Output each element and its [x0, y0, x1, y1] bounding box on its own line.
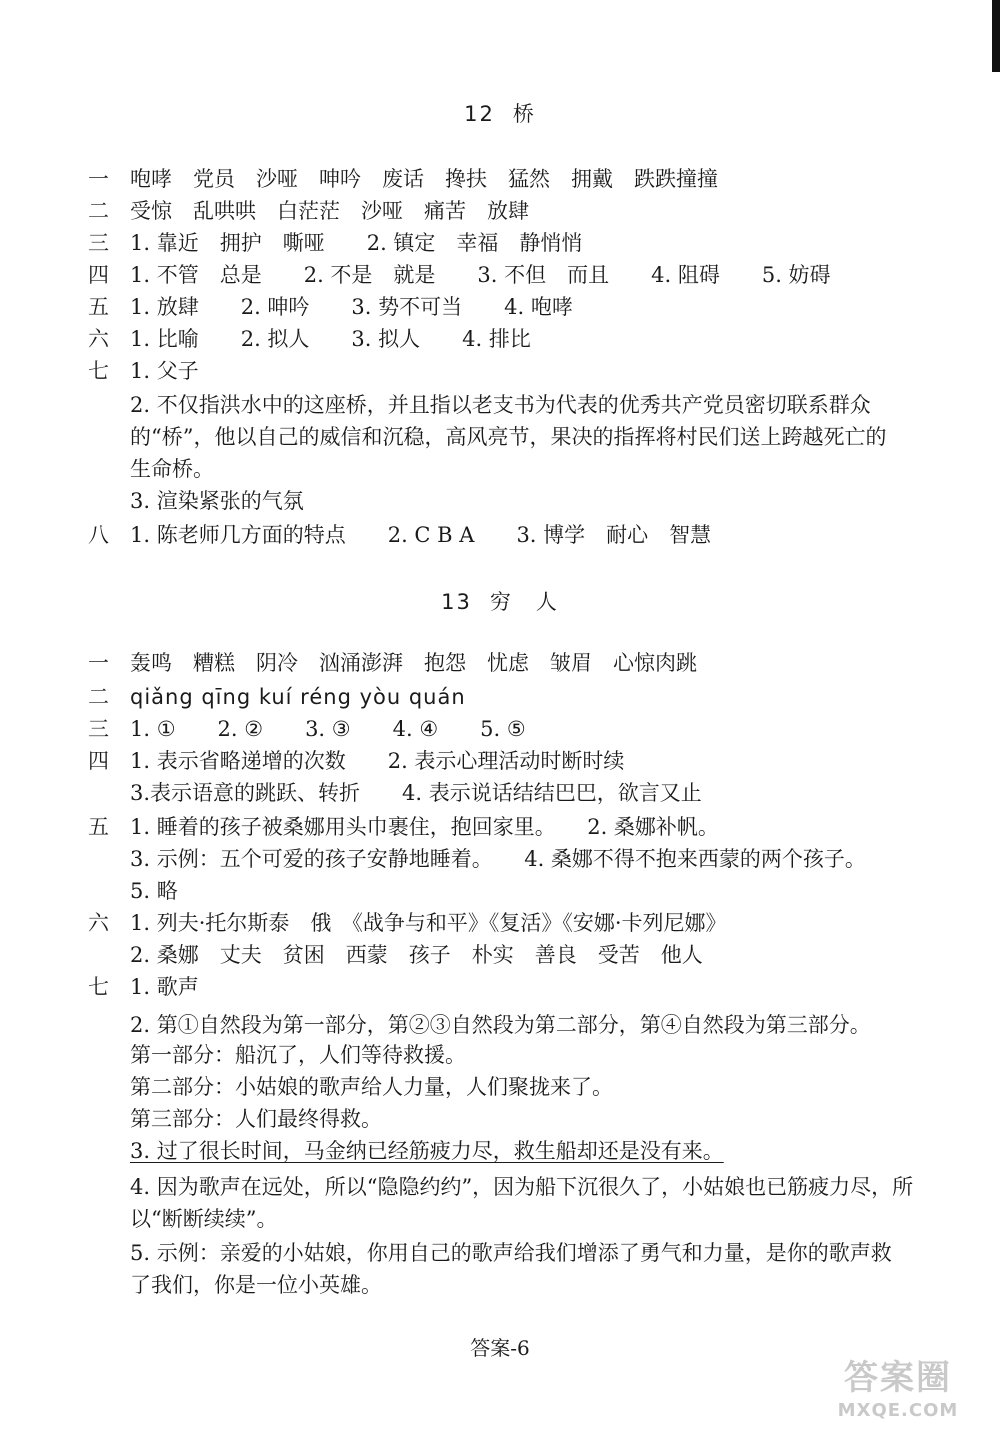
answer-continuation: 2. 桑娜 丈夫 贫困 西蒙 孩子 朴实 善良 受苦 他人 — [130, 943, 703, 967]
watermark-text: 答案圈 — [844, 1358, 952, 1398]
section-number: 12 — [464, 102, 495, 126]
answer-continuation: 5. 略 — [130, 879, 178, 903]
section-number: 13 — [441, 590, 472, 614]
answer-line: 二 受惊 乱哄哄 白茫茫 沙哑 痛苦 放肆 — [88, 199, 529, 223]
section-title-text: 穷 人 — [489, 590, 559, 614]
answer-line: 五 1. 放肆 2. 呻吟 3. 势不可当 4. 咆哮 — [88, 295, 573, 319]
answer-continuation: 2. 第①自然段为第一部分，第②③自然段为第二部分，第④自然段为第三部分。 — [130, 1013, 871, 1037]
answer-line: 四 1. 不管 总是 2. 不是 就是 3. 不但 而且 4. 阻碍 5. 妨碍 — [88, 263, 831, 287]
page-number: 答案-6 — [470, 1336, 530, 1360]
watermark-logo — [818, 1356, 978, 1430]
answer-continuation — [130, 1136, 724, 1166]
answer-continuation: 3. 渲染紧张的气氛 — [130, 489, 304, 513]
answer-line: 三 1. 靠近 拥护 嘶哑 2. 镇定 幸福 静悄悄 — [88, 231, 583, 255]
answer-line: 八 1. 陈老师几方面的特点 2. C B A 3. 博学 耐心 智慧 — [88, 523, 712, 547]
answer-continuation: 第二部分：小姑娘的歌声给人力量，人们聚拢来了。 — [130, 1075, 613, 1099]
answer-line: 一 轰鸣 糟糕 阴冷 汹涌澎湃 抱怨 忧虑 皱眉 心惊肉跳 — [88, 651, 697, 675]
answer-continuation: 了我们，你是一位小英雄。 — [130, 1273, 382, 1297]
answer-line: 四 1. 表示省略递增的次数 2. 表示心理活动时断时续 — [88, 749, 625, 773]
underlined-sentence: 3. 过了很长时间，马金纳已经筋疲力尽，救生船却还是没有来。 — [130, 1139, 724, 1163]
answer-line: 五 1. 睡着的孩子被桑娜用头巾裹住，抱回家里。 2. 桑娜补帆。 — [88, 815, 719, 839]
answer-continuation: 的“桥”，他以自己的威信和沉稳，高风亮节，果决的指挥将村民们送上跨越死亡的 — [130, 425, 887, 449]
answer-continuation: 5. 示例：亲爱的小姑娘，你用自己的歌声给我们增添了勇气和力量，是你的歌声救 — [130, 1241, 892, 1265]
answer-continuation: 生命桥。 — [130, 457, 214, 481]
answer-continuation: 第一部分：船沉了，人们等待救援。 — [130, 1043, 466, 1067]
answer-continuation: 第三部分：人们最终得救。 — [130, 1107, 382, 1131]
answer-continuation: 以“断断续续”。 — [130, 1207, 278, 1231]
watermark-url: MXQE.COM — [837, 1400, 959, 1421]
answer-line: 三 1. ① 2. ② 3. ③ 4. ④ 5. ⑤ — [88, 717, 526, 741]
answer-line: 六 1. 列夫·托尔斯泰 俄 《战争与和平》《复活》《安娜·卡列尼娜》 — [88, 911, 727, 935]
page-edge-mark — [992, 0, 1000, 72]
answer-line: 七 1. 歌声 — [88, 975, 199, 999]
section-12-title — [0, 98, 1000, 128]
answer-continuation: 3.表示语意的跳跃、转折 4. 表示说话结结巴巴，欲言又止 — [130, 781, 702, 805]
section-13-title — [0, 586, 1000, 616]
answer-continuation: 2. 不仅指洪水中的这座桥，并且指以老支书为代表的优秀共产党员密切联系群众 — [130, 393, 871, 417]
answer-continuation: 4. 因为歌声在远处，所以“隐隐约约”，因为船下沉很久了，小姑娘也已筋疲力尽，所 — [130, 1175, 914, 1199]
answer-continuation: 3. 示例：五个可爱的孩子安静地睡着。 4. 桑娜不得不抱来西蒙的两个孩子。 — [130, 847, 866, 871]
section-title-text: 桥 — [512, 102, 536, 126]
answer-line: 一 咆哮 党员 沙哑 呻吟 废话 搀扶 猛然 拥戴 跌跌撞撞 — [88, 167, 718, 191]
answer-line: 六 1. 比喻 2. 拟人 3. 拟人 4. 排比 — [88, 327, 531, 351]
answer-line: 二 qiǎng qīng kuí réng yòu quán — [88, 685, 466, 709]
answer-line: 七 1. 父子 — [88, 359, 199, 383]
